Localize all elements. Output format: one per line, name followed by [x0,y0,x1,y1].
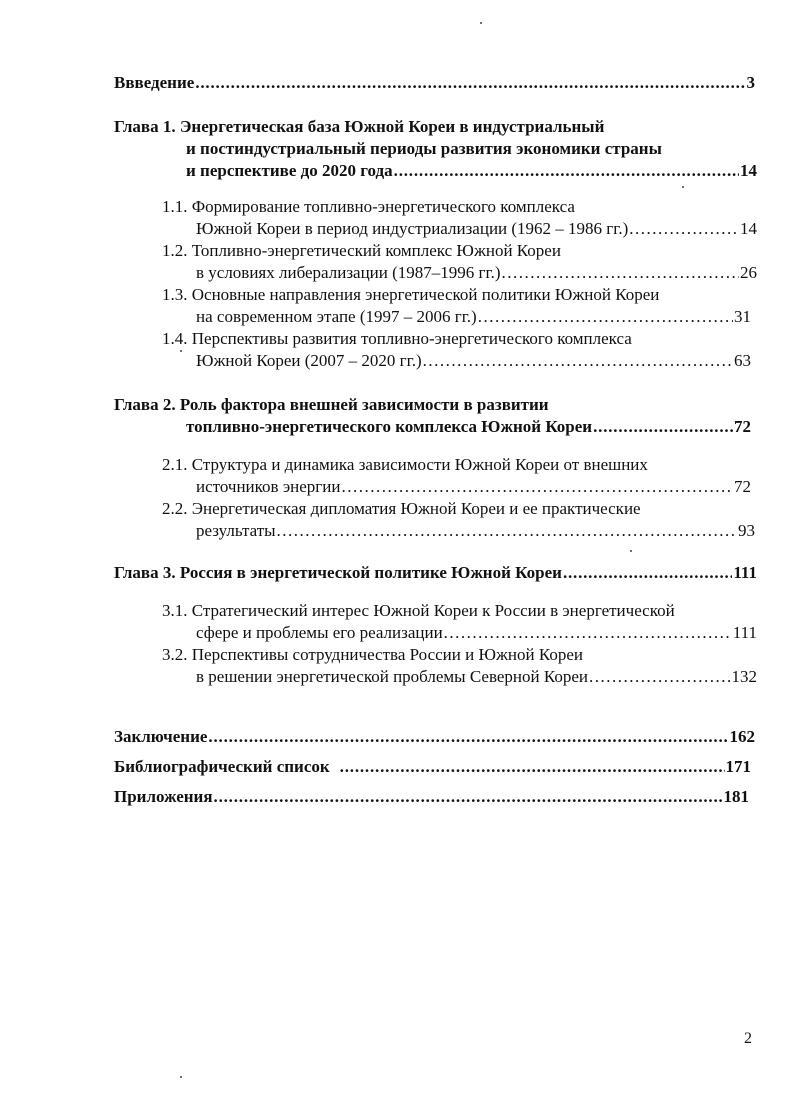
toc-leader [478,306,733,328]
chapter-1-title: Глава 1. Энергетическая база Южной Кореи в индустриальный [114,117,605,136]
toc-leader [501,262,739,284]
toc-leader [214,786,723,808]
section-1-4-title: 1.4. Перспективы развития топливно-энергетического комплекса [162,329,632,348]
section-2-1-title: 2.1. Структура и динамика зависимости Южной Кореи от внешних [162,455,648,474]
toc-entry-bibliography [114,756,751,778]
section-1-3-title: 1.3. Основные направления энергетической политики Южной Кореи [162,285,660,304]
toc-leader [629,218,739,240]
toc-leader [589,666,731,688]
toc-title: результаты [196,521,276,540]
toc-page: 14 [740,219,757,238]
toc-title: топливно-энергетического комплекса Южной Кореи [186,417,593,436]
toc-page: 171 [725,757,751,776]
toc-entry-section-1-3 [196,306,751,328]
toc-entry-chapter-1 [186,160,757,182]
toc-entry-chapter-3 [114,562,757,584]
toc-entry-section-3-2 [196,666,757,688]
section-1-1-title: 1.1. Формирование топливно-энергетического комплекса [162,197,575,216]
toc-page: 31 [734,307,751,326]
toc-page: 26 [740,263,757,282]
scan-speck [180,1076,182,1078]
toc-title: и перспективе до 2020 года [186,161,393,180]
toc-title: источников энергии [196,477,341,496]
toc-title: Заключение [114,727,208,746]
scan-speck [630,550,632,552]
toc-page: 72 [734,477,751,496]
toc-page: 93 [738,521,755,540]
toc-leader [208,726,728,748]
toc-page: 63 [734,351,751,370]
toc-entry-intro [114,72,755,94]
toc-page: 3 [746,73,755,92]
toc-title: Глава 3. Россия в энергетической политике Южной Кореи [114,563,562,582]
toc-leader [593,416,733,438]
toc-title: Приложения [114,787,213,806]
section-1-2-title: 1.2. Топливно-энергетический комплекс Южной Кореи [162,241,561,260]
toc-title: Библиографический список [114,757,330,776]
toc-leader [195,72,745,94]
toc-leader [563,562,732,584]
toc-leader [394,160,739,182]
toc-title: Ввведение [114,73,195,92]
toc-leader [277,520,737,542]
section-3-2-title: 3.2. Перспективы сотрудничества России и Южной Кореи [162,645,583,664]
toc-title: Южной Кореи в период индустриализации (1962 – 1986 гг.) [196,219,629,238]
toc-entry-section-2-1 [196,476,751,498]
scan-speck [682,186,684,188]
toc-entry-section-3-1 [196,622,757,644]
chapter-2-title: Глава 2. Роль фактора внешней зависимости в развитии [114,395,549,414]
toc-leader [341,476,733,498]
toc-entry-section-1-2 [196,262,757,284]
toc-page: 181 [723,787,749,806]
toc-entry-conclusion [114,726,755,748]
toc-page: 132 [731,667,757,686]
toc-leader [423,350,733,372]
toc-leader [340,756,725,778]
toc-entry-chapter-2 [186,416,751,438]
toc-entry-appendix [114,786,749,808]
scan-speck [480,22,482,24]
section-3-1-title: 3.1. Стратегический интерес Южной Кореи к России в энергетической [162,601,675,620]
chapter-1-title-cont: и постиндустриальный периоды развития экономики страны [186,139,662,158]
toc-page: 72 [734,417,751,436]
toc-page: 111 [733,563,757,582]
page-number: 2 [744,1030,752,1047]
toc-entry-section-1-4 [196,350,751,372]
scan-speck [180,350,182,352]
toc-title: в решении энергетической проблемы Северной Кореи [196,667,588,686]
toc-leader [444,622,732,644]
toc-title: на современном этапе (1997 – 2006 гг.) [196,307,477,326]
toc-entry-section-2-2 [196,520,755,542]
toc-title: Южной Кореи (2007 – 2020 гг.) [196,351,422,370]
toc-page: 111 [732,623,757,642]
toc-page: 162 [729,727,755,746]
toc-page: 14 [740,161,757,180]
toc-entry-section-1-1 [196,218,757,240]
toc-title: в условиях либерализации (1987–1996 гг.) [196,263,501,282]
section-2-2-title: 2.2. Энергетическая дипломатия Южной Кореи и ее практические [162,499,641,518]
toc-title: сфере и проблемы его реализации [196,623,443,642]
